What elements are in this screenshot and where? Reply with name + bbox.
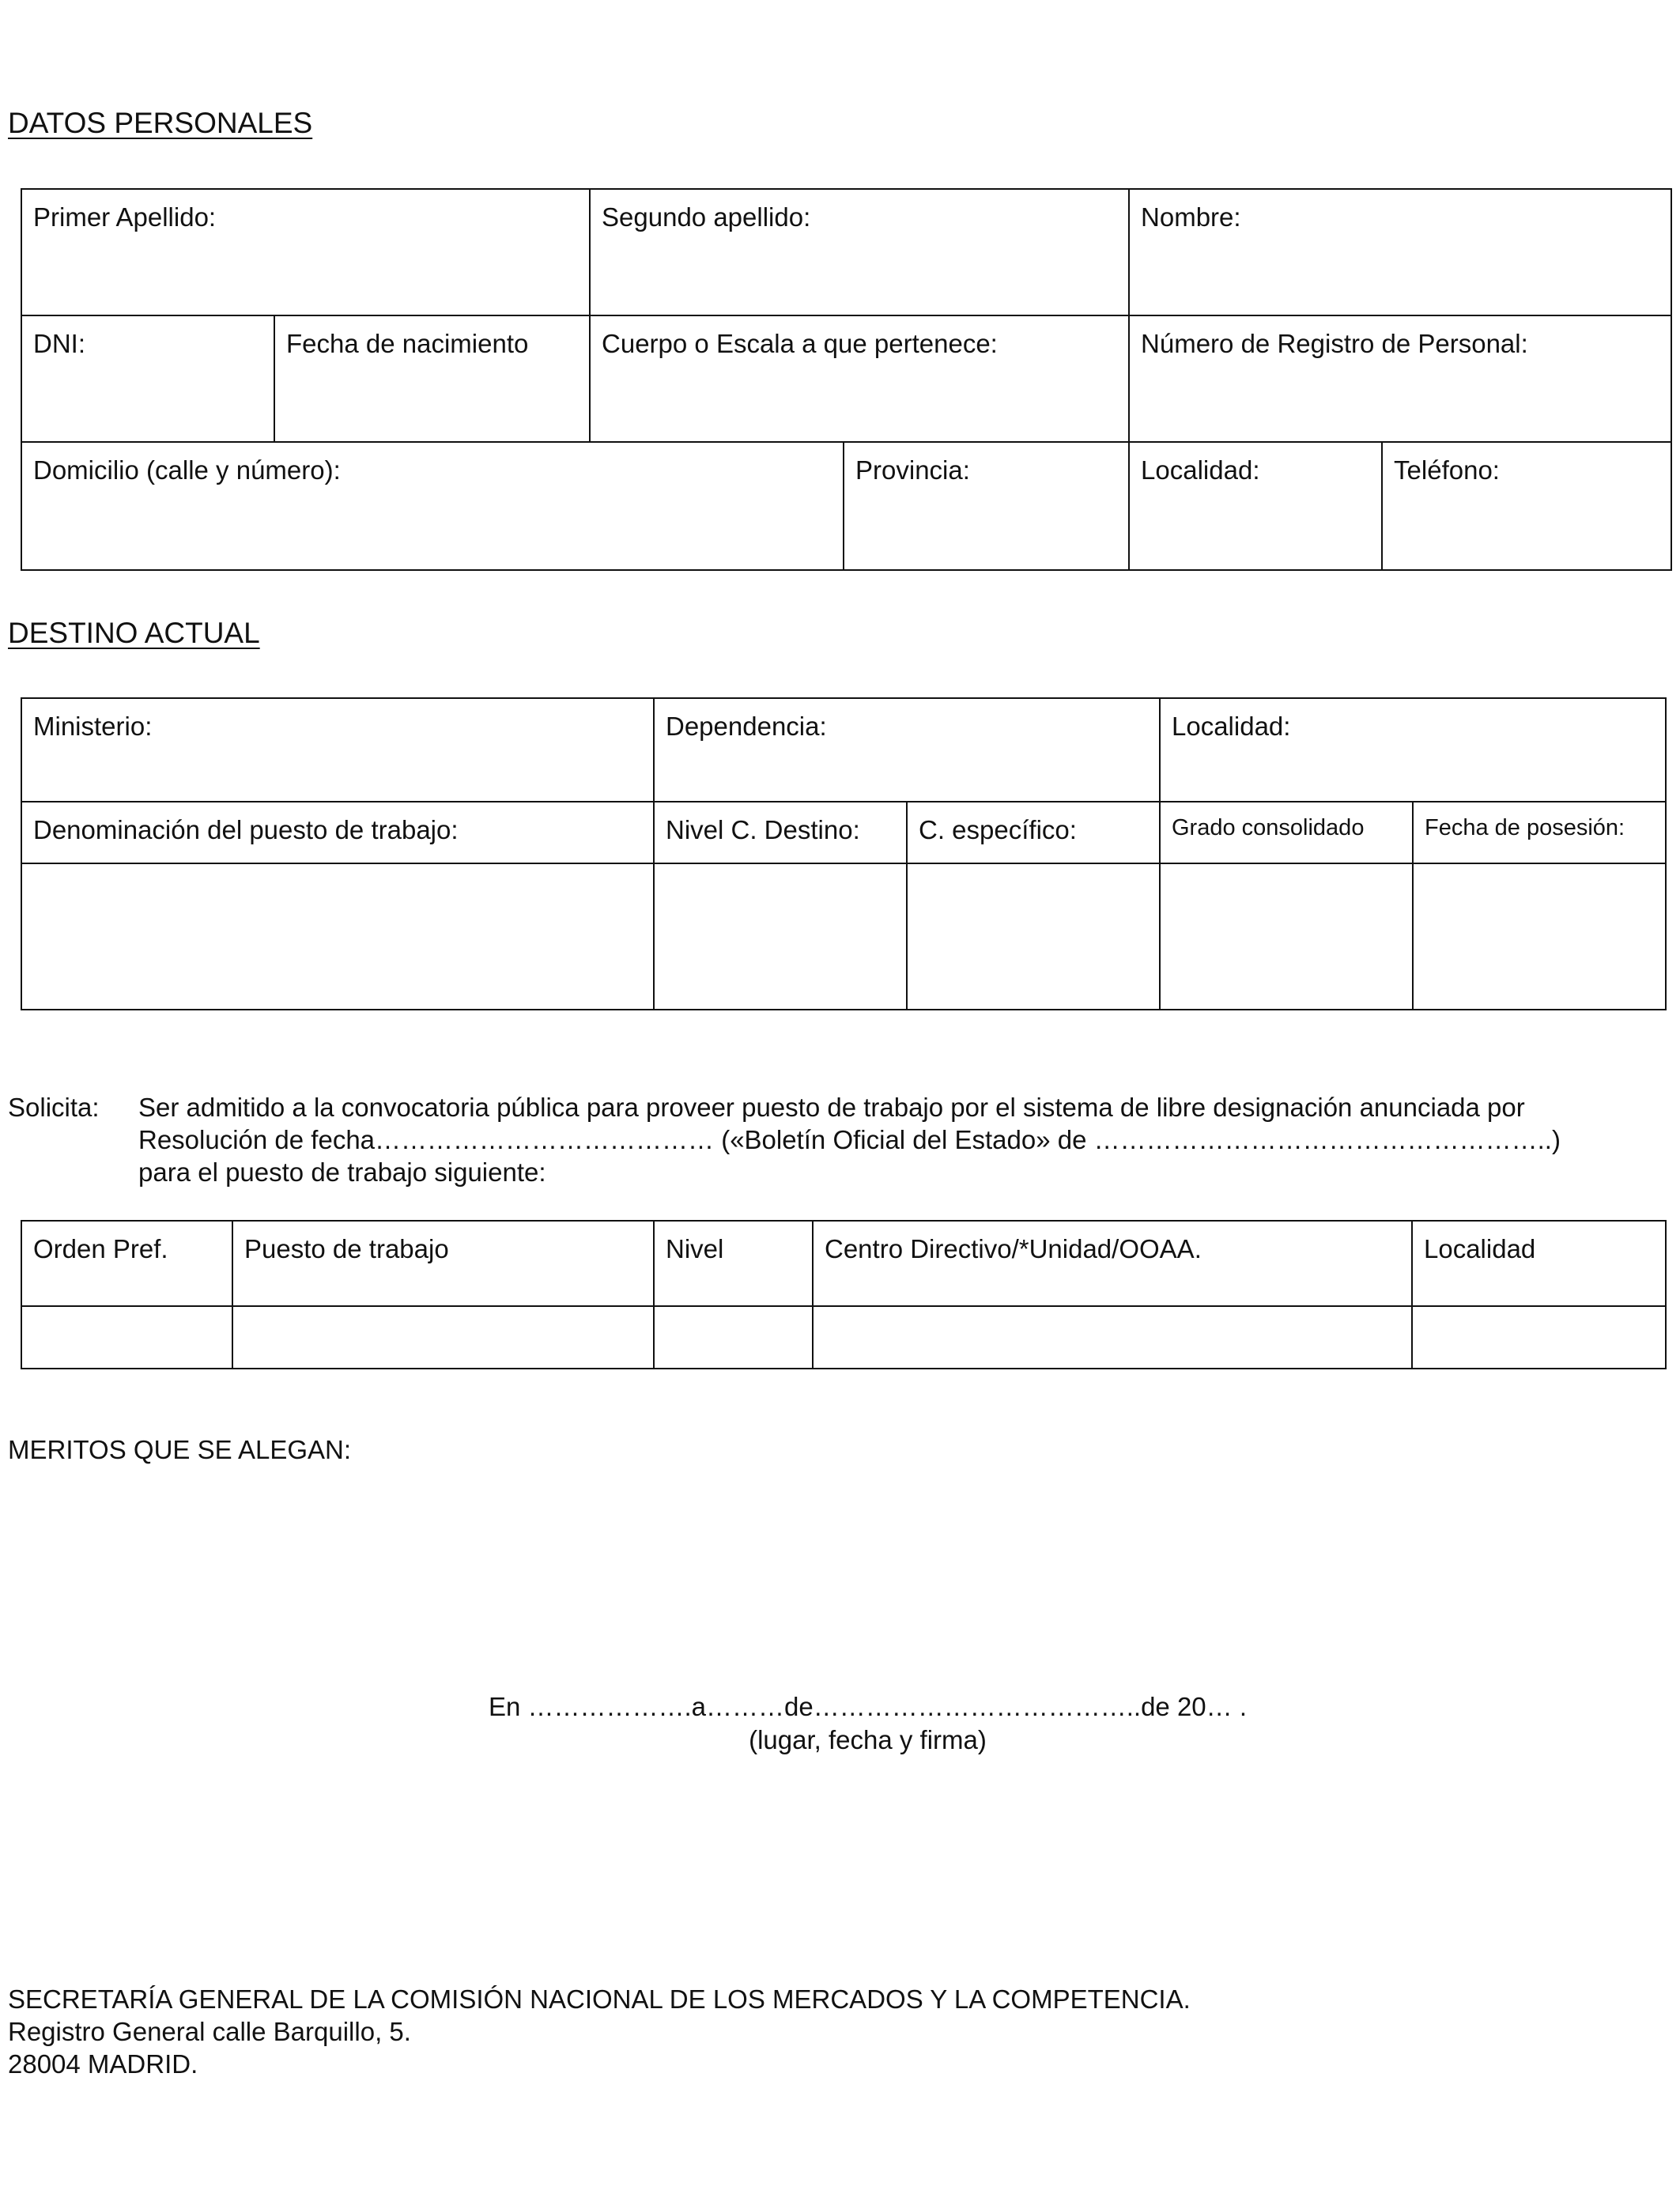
destino-actual-row-1 [21,698,1666,802]
destino-actual-table [21,697,1667,1010]
solicita-line-3: para el puesto de trabajo siguiente: [138,1157,546,1187]
solicita-label: Solicita: [8,1093,100,1122]
localidad-header: Localidad [1412,1221,1666,1306]
nombre-field[interactable]: Nombre: [1129,189,1671,315]
orden-pref-input[interactable] [21,1306,232,1369]
c-especifico-label: C. específico: [907,802,1160,863]
meritos-label: MERITOS QUE SE ALEGAN: [8,1435,352,1464]
puesto-trabajo-header: Puesto de trabajo [232,1221,654,1306]
grado-consolidado-input[interactable] [1160,863,1413,1010]
section-heading-destino-actual: DESTINO ACTUAL [8,617,260,649]
nivel-header: Nivel [654,1221,813,1306]
localidad-input[interactable] [1412,1306,1666,1369]
ministerio-field[interactable]: Ministerio: [21,698,654,802]
centro-directivo-header: Centro Directivo/*Unidad/OOAA. [813,1221,1412,1306]
nivel-c-destino-input[interactable] [654,863,907,1010]
puesto-trabajo-input[interactable] [232,1306,654,1369]
solicita-line-2: Resolución de fecha………………………………… («Boletín Oficial del Estado» de ……………………………………………..) [138,1125,1561,1154]
datos-personales-row-3 [21,442,1671,570]
section-heading-datos-personales: DATOS PERSONALES [8,107,313,139]
dependencia-field[interactable]: Dependencia: [654,698,1160,802]
dni-field[interactable]: DNI: [21,315,274,442]
datos-personales-row-2 [21,315,1671,442]
numero-registro-personal-field[interactable]: Número de Registro de Personal: [1129,315,1671,442]
footer-address [8,1983,1191,2080]
puestos-header-row [21,1221,1666,1306]
denominacion-puesto-label: Denominación del puesto de trabajo: [21,802,654,863]
fecha-posesion-input[interactable] [1413,863,1666,1010]
puestos-solicitados-table [21,1220,1667,1369]
denominacion-puesto-input[interactable] [21,863,654,1010]
solicita-text [138,1091,1664,1188]
localidad-destino-field[interactable]: Localidad: [1160,698,1666,802]
telefono-field[interactable]: Teléfono: [1382,442,1671,570]
nivel-c-destino-label: Nivel C. Destino: [654,802,907,863]
solicita-line-1: Ser admitido a la convocatoria pública para proveer puesto de trabajo por el sistema de libre designación anunciada por [138,1093,1525,1122]
centro-directivo-input[interactable] [813,1306,1412,1369]
firma-lugar-fecha: En ……………….a………de………………………………..de 20… . [488,1692,1247,1721]
datos-personales-row-1 [21,189,1671,315]
provincia-field[interactable]: Provincia: [844,442,1129,570]
footer-organismo: SECRETARÍA GENERAL DE LA COMISIÓN NACIONAL DE LOS MERCADOS Y LA COMPETENCIA. [8,1984,1191,2014]
grado-consolidado-label: Grado consolidado [1160,802,1413,863]
footer-registro: Registro General calle Barquillo, 5. [8,2017,411,2046]
destino-actual-input-row [21,863,1666,1010]
segundo-apellido-field[interactable]: Segundo apellido: [590,189,1129,315]
domicilio-field[interactable]: Domicilio (calle y número): [21,442,844,570]
datos-personales-table [21,188,1672,571]
destino-actual-header-row [21,802,1666,863]
fecha-posesion-label: Fecha de posesión: [1413,802,1666,863]
cuerpo-escala-field[interactable]: Cuerpo o Escala a que pertenece: [590,315,1129,442]
primer-apellido-field[interactable]: Primer Apellido: [21,189,590,315]
orden-pref-header: Orden Pref. [21,1221,232,1306]
fecha-nacimiento-field[interactable]: Fecha de nacimiento [274,315,590,442]
c-especifico-input[interactable] [907,863,1160,1010]
nivel-input[interactable] [654,1306,813,1369]
puestos-input-row [21,1306,1666,1369]
firma-caption: (lugar, fecha y firma) [749,1725,987,1754]
footer-ciudad: 28004 MADRID. [8,2049,198,2079]
localidad-field[interactable]: Localidad: [1129,442,1382,570]
